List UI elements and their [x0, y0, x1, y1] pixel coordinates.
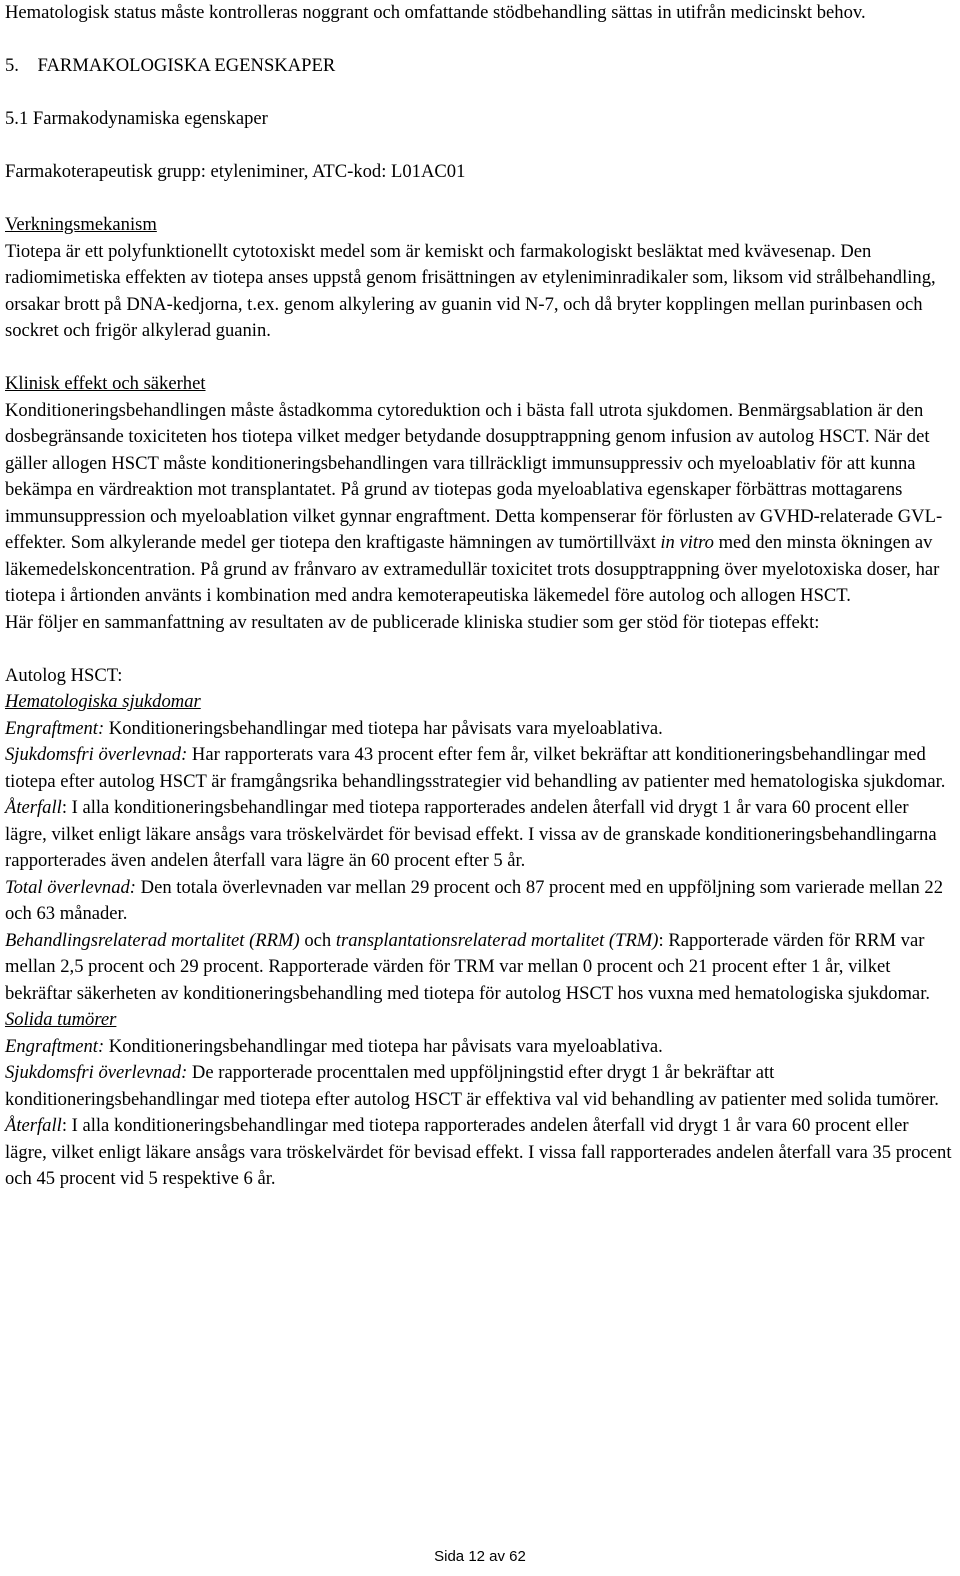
hem-rrm-label: Behandlingsrelaterad mortalitet (RRM) — [5, 929, 300, 951]
clinical-summary: Här följer en sammanfattning av resultaten av de publicerade kliniska studier som ger stöd för tiotepas effekt: — [5, 611, 820, 633]
hem-os-label: Total överlevnad: — [5, 876, 137, 898]
intro-paragraph: Hematologisk status måste kontrolleras noggrant och omfattande stödbehandling sättas in utifrån medicinskt behov. — [5, 2, 866, 23]
in-vitro-term: in vitro — [660, 532, 714, 553]
spacer — [5, 345, 954, 372]
hem-engraftment-text: Konditioneringsbehandlingar med tiotepa har påvisats vara myeloablativa. — [104, 717, 663, 739]
hem-trm-label: transplantationsrelaterad mortalitet (TRM) — [335, 929, 659, 951]
hem-engraftment — [5, 716, 954, 743]
solid-relapse-label: Återfall — [5, 1115, 62, 1136]
clinical-text — [5, 398, 954, 610]
hem-rrm-and: och — [299, 929, 336, 951]
solid-engraftment-text: Konditioneringsbehandlingar med tiotepa har påvisats vara myeloablativa. — [104, 1035, 663, 1057]
hem-os-text: Den totala överlevnaden var mellan 29 procent och 87 procent med en uppföljning som varierade mellan 22 och 63 månader. — [5, 876, 944, 924]
solid-relapse-text: : I alla konditioneringsbehandlingar med tiotepa rapporterades andelen återfall vid drygt 1 år vara 60 procent eller lägre, vilket enligt läkare ansågs vara tröskelvärdet för bevisad effekt. I vissa fall rapporterades andelen återfall vara 35 procent och 45 procent vid 5 respektive 6 år. — [5, 1115, 952, 1189]
solid-relapse — [5, 1113, 954, 1193]
spacer — [5, 27, 954, 54]
clinical-text-part2: med den minsta ökningen av läkemedelskoncentration. På grund av frånvaro av extramedullär toxicitet trots dosupptrappning över myelotoxiska doser, har tiotepa i årtionden använts i kombination med andra kemoterapeutiska läkemedel före autolog och allogen HSCT. — [5, 532, 940, 606]
mechanism-text: Tiotepa är ett polyfunktionellt cytotoxiskt medel som är kemiskt och farmakologiskt besläktat med kvävesenap. Den radiomimetiska effekten av tiotepa anses uppstå genom frisättningen av etyleniminradikaler som, liksom vid strålbehandling, orsakar brott på DNA-kedjorna, t.ex. genom alkylering av guanin vid N-7, och då bryter kopplingen mellan purinbasen och sockret och frigör alkylerad guanin. — [5, 240, 936, 341]
solid-dfs-text: De rapporterade procenttalen med uppföljningstid efter drygt 1 år bekräftar att konditioneringsbehandlingar med tiotepa efter autolog HSCT är effektiva val vid behandling av patienter med solida tumörer. — [5, 1062, 939, 1110]
hem-relapse-label: Återfall — [5, 797, 62, 818]
hem-relapse-text: : I alla konditioneringsbehandlingar med tiotepa rapporterades andelen återfall vid drygt 1 år vara 60 procent eller lägre, vilket enligt läkare ansågs vara tröskelvärdet för bevisad effekt. I vissa av de granskade konditioneringsbehandlingarna rapporterades även andelen återfall vara lägre än 60 procent efter 5 år. — [5, 797, 937, 871]
hem-relapse — [5, 795, 954, 875]
spacer — [5, 186, 954, 213]
section-5-1-heading: 5.1 Farmakodynamiska egenskaper — [5, 108, 268, 129]
solid-engraftment — [5, 1034, 954, 1061]
solid-dfs — [5, 1060, 954, 1113]
hem-dfs — [5, 742, 954, 795]
page-footer: Sida 12 av 62 — [434, 1548, 526, 1565]
atc-group: Farmakoterapeutisk grupp: etyleniminer, ATC-kod: L01AC01 — [5, 161, 466, 182]
clinical-text-part1: Konditioneringsbehandlingen måste åstadkomma cytoreduktion och i bästa fall utrota sjukdomen. Benmärgsablation är den dosbegränsande toxiciteten hos tiotepa vilket medger betydande dosupptrappning genom infusion av autolog HSCT. När det gäller allogen HSCT måste konditioneringsbehandlingen vara tillräckligt immunsuppressiv och myeloablativ för att kunna bekämpa en värdreaktion mot transplantatet. På grund av tiotepas goda myeloablativa egenskaper förbättras mottagarens immunsuppression och myeloablation vilket gynnar engraftment. Detta kompenserar för förlusten av GVHD-relaterade GVL-effekter. Som alkylerande medel ger tiotepa den kraftigaste hämningen av tumörtillväxt — [5, 399, 943, 553]
autolog-heading: Autolog HSCT: — [5, 664, 123, 686]
hem-dfs-label: Sjukdomsfri överlevnad: — [5, 744, 188, 765]
mechanism-heading: Verkningsmekanism — [5, 214, 157, 235]
hem-rrm-text: : Rapporterade värden för RRM var mellan 2,5 procent och 29 procent. Rapporterade värden för TRM var mellan 0 procent och 21 procent efter 1 år, vilket bekräftar säkerheten av konditioneringsbehandling med tiotepa för autolog HSCT hos vuxna med hematologiska sjukdomar. — [5, 929, 931, 1004]
hem-engraftment-label: Engraftment: — [5, 717, 105, 739]
solid-engraftment-label: Engraftment: — [5, 1035, 105, 1057]
hem-dfs-text: Har rapporterats vara 43 procent efter fem år, vilket bekräftar att konditioneringsbehandlingar med tiotepa efter autolog HSCT är framgångsrika behandlingsstrategier vid behandling av patienter med hematologiska sjukdomar. — [5, 744, 946, 792]
spacer — [5, 636, 954, 663]
section-5-heading: 5. FARMAKOLOGISKA EGENSKAPER — [5, 55, 336, 76]
clinical-heading: Klinisk effekt och säkerhet — [5, 373, 206, 394]
solid-heading: Solida tumörer — [5, 1009, 117, 1030]
solid-dfs-label: Sjukdomsfri överlevnad: — [5, 1062, 188, 1083]
hem-os — [5, 875, 954, 928]
hematologic-heading: Hematologiska sjukdomar — [5, 691, 201, 712]
spacer — [5, 133, 954, 160]
spacer — [5, 80, 954, 107]
hem-rrm-trm — [5, 928, 954, 1008]
